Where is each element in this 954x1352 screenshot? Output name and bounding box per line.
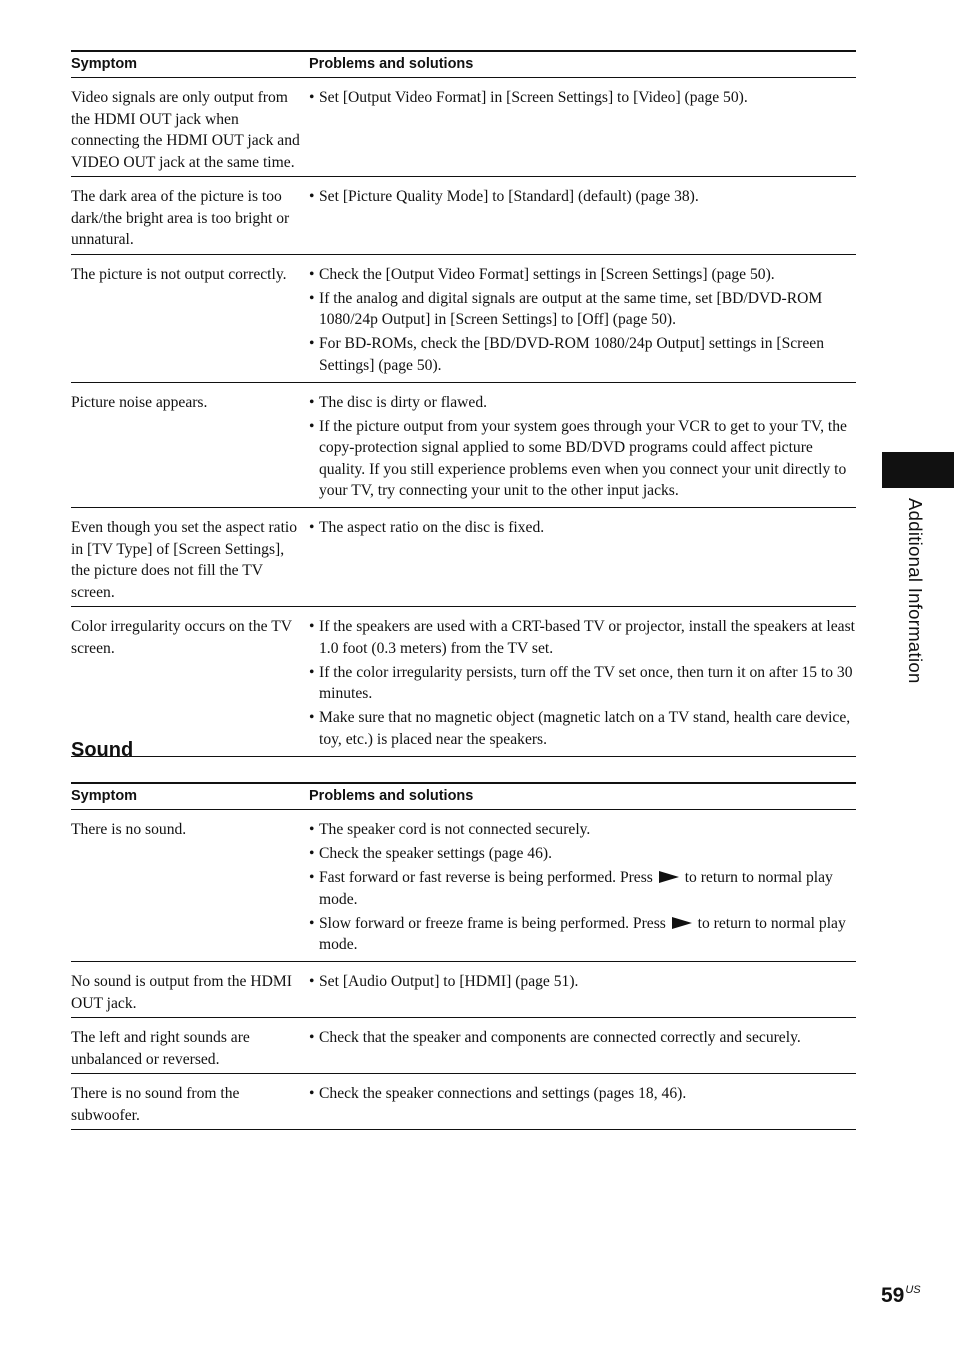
page-number-suffix: US [905, 1284, 921, 1296]
solutions-cell [309, 1074, 856, 1130]
solutions-cell [309, 962, 856, 1018]
solution-item: • If the speakers are used with a CRT-based TV or projector, install the speakers at least 1.0 foot (0.3 meters) from the TV set. [309, 616, 856, 659]
solution-item: • Check the speaker connections and settings (pages 18, 46). [309, 1083, 856, 1105]
solution-item: • Check the speaker settings (page 46). [309, 843, 856, 865]
symptom-cell: There is no sound from the subwoofer. [71, 1074, 309, 1130]
solution-item: • If the picture output from your system goes through your VCR to get to your TV, the copy-protection signal applied to some BD/DVD programs could affect picture quality. If you still experience problems even when you connect your unit directly to your TV, try connecting your unit to the other input jacks. [309, 416, 856, 502]
symptom-cell: The picture is not output correctly. [71, 254, 309, 382]
solutions-list [309, 186, 856, 208]
symptom-cell: There is no sound. [71, 810, 309, 962]
page-number-value: 59 [881, 1284, 905, 1307]
solution-text: to return to normal play mode. [319, 914, 846, 953]
solutions-list [309, 819, 856, 956]
solution-item: • The disc is dirty or flawed. [309, 392, 856, 414]
solution-item: • The speaker cord is not connected securely. [309, 819, 856, 841]
table-body [71, 810, 856, 1130]
solutions-cell [309, 254, 856, 382]
solutions-cell [309, 607, 856, 757]
symptom-cell: Even though you set the aspect ratio in [TV Type] of [Screen Settings], the picture does not fill the TV screen. [71, 508, 309, 607]
solutions-list [309, 1027, 856, 1049]
solutions-cell [309, 508, 856, 607]
play-icon [659, 871, 679, 883]
solution-text: Slow forward or freeze frame is being performed. Press [319, 914, 666, 932]
table-row [71, 962, 856, 1018]
symptom-cell: Color irregularity occurs on the TV screen. [71, 607, 309, 757]
symptom-cell: Video signals are only output from the HDMI OUT jack when connecting the HDMI OUT jack and VIDEO OUT jack at the same time. [71, 78, 309, 177]
symptom-header: Symptom [71, 783, 309, 810]
table-row [71, 254, 856, 382]
solutions-list [309, 264, 856, 377]
solutions-list [309, 87, 856, 109]
video-troubleshooting-table [71, 50, 856, 757]
symptom-cell: Picture noise appears. [71, 382, 309, 508]
play-icon [672, 917, 692, 929]
table-header-row [71, 51, 856, 78]
table-row [71, 508, 856, 607]
sound-troubleshooting-table [71, 782, 856, 1130]
solution-item: • Set [Output Video Format] in [Screen Settings] to [Video] (page 50). [309, 87, 856, 109]
solutions-list [309, 971, 856, 993]
chapter-tab-marker [882, 452, 954, 488]
solution-item: • Set [Picture Quality Mode] to [Standard] (default) (page 38). [309, 186, 856, 208]
solutions-list [309, 616, 856, 750]
solution-item: • If the color irregularity persists, turn off the TV set once, then turn it on after 15 to 30 minutes. [309, 662, 856, 705]
table-body [71, 78, 856, 757]
solution-item: • Check the [Output Video Format] settings in [Screen Settings] (page 50). [309, 264, 856, 286]
solution-item: • Set [Audio Output] to [HDMI] (page 51). [309, 971, 856, 993]
page-number [881, 1284, 921, 1308]
solution-item: • Check that the speaker and components are connected correctly and securely. [309, 1027, 856, 1049]
solutions-cell [309, 177, 856, 255]
solutions-header: Problems and solutions [309, 51, 856, 78]
solutions-cell [309, 78, 856, 177]
solutions-header: Problems and solutions [309, 783, 856, 810]
symptom-cell: The left and right sounds are unbalanced or reversed. [71, 1018, 309, 1074]
table-row [71, 382, 856, 508]
solutions-list [309, 1083, 856, 1105]
solutions-list [309, 517, 856, 539]
solutions-cell [309, 382, 856, 508]
solution-item: • If the analog and digital signals are output at the same time, set [BD/DVD-ROM 1080/24p Output] in [Screen Settings] to [Off] (page 50). [309, 288, 856, 331]
solution-item: • For BD-ROMs, check the [BD/DVD-ROM 1080/24p Output] settings in [Screen Settings] (page 50). [309, 333, 856, 376]
table-row [71, 607, 856, 757]
solution-item [309, 867, 856, 910]
table-row [71, 1074, 856, 1130]
table-row [71, 1018, 856, 1074]
solution-item [309, 913, 856, 956]
solutions-list [309, 392, 856, 502]
solution-item: • The aspect ratio on the disc is fixed. [309, 517, 856, 539]
solutions-cell [309, 1018, 856, 1074]
symptom-cell: No sound is output from the HDMI OUT jack. [71, 962, 309, 1018]
solution-item: • Make sure that no magnetic object (magnetic latch on a TV stand, health care device, toy, etc.) is placed near the speakers. [309, 707, 856, 750]
table-row [71, 78, 856, 177]
table-row [71, 177, 856, 255]
solution-text: Fast forward or fast reverse is being performed. Press [319, 869, 653, 886]
table-row [71, 810, 856, 962]
solutions-cell [309, 810, 856, 962]
symptom-header: Symptom [71, 51, 309, 78]
section-title-sound: Sound [71, 739, 134, 761]
chapter-tab-label: Additional Information [905, 498, 926, 684]
table-header-row [71, 783, 856, 810]
symptom-cell: The dark area of the picture is too dark/the bright area is too bright or unnatural. [71, 177, 309, 255]
solution-text: to return to normal play mode. [319, 869, 833, 908]
